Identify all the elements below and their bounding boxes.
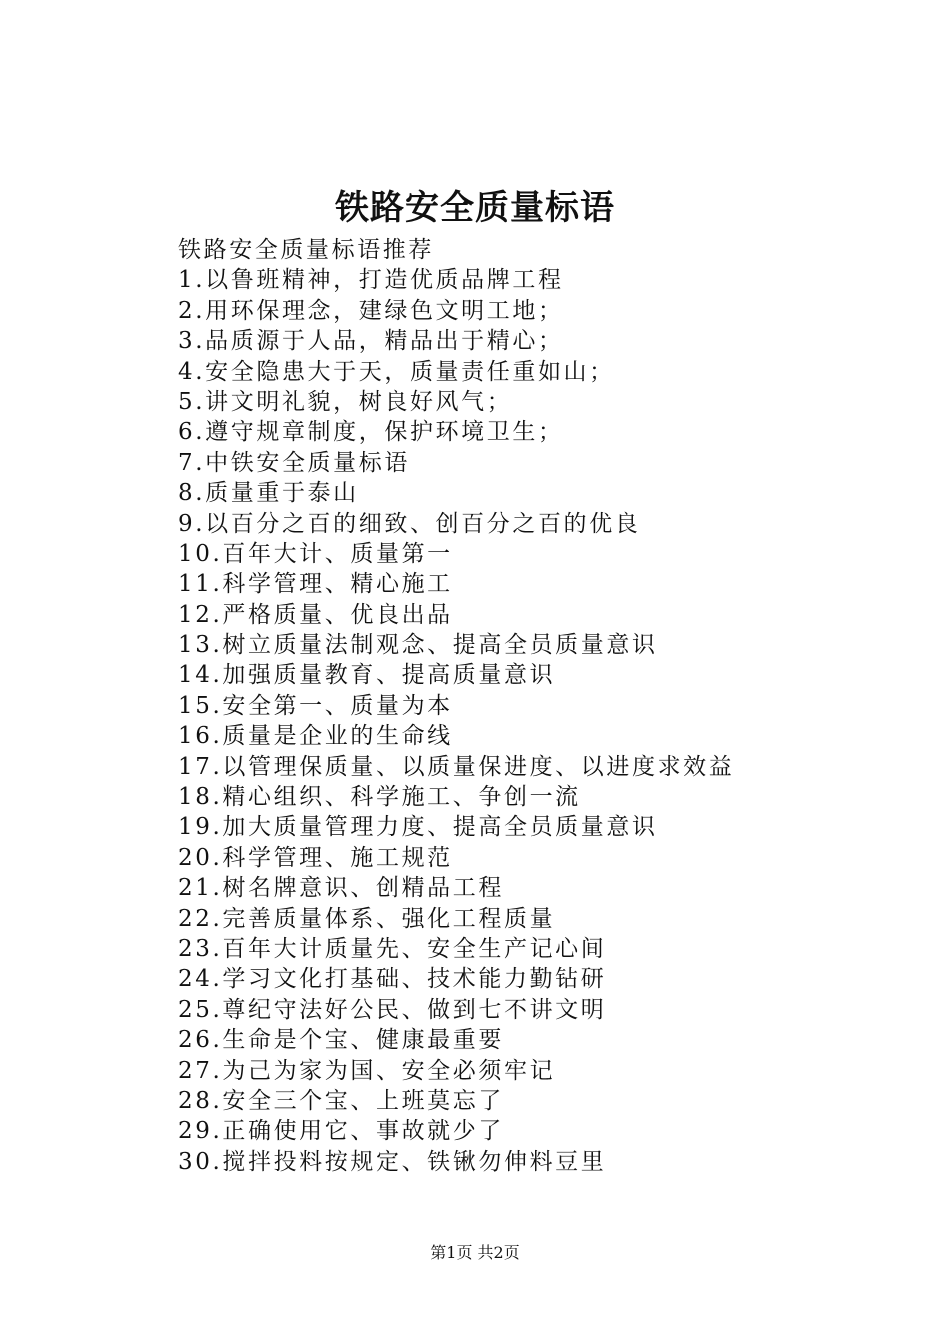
slogan-item-6: 6.遵守规章制度，保护环境卫生； xyxy=(178,419,564,446)
slogan-item-30: 30.搅拌投料按规定、铁锹勿伸料豆里 xyxy=(178,1148,607,1175)
slogan-item-27: 27.为己为家为国、安全必须牢记 xyxy=(178,1057,556,1084)
slogan-item-21: 21.树名牌意识、创精品工程 xyxy=(178,875,504,902)
slogan-item-18: 18.精心组织、科学施工、争创一流 xyxy=(178,784,581,811)
slogan-item-23: 23.百年大计质量先、安全生产记心间 xyxy=(178,935,607,962)
slogan-item-9: 9.以百分之百的细致、创百分之百的优良 xyxy=(178,510,641,537)
slogan-item-15: 15.安全第一、质量为本 xyxy=(178,692,453,719)
slogan-item-29: 29.正确使用它、事故就少了 xyxy=(178,1118,504,1145)
slogan-item-7: 7.中铁安全质量标语 xyxy=(178,449,410,476)
slogan-item-13: 13.树立质量法制观念、提高全员质量意识 xyxy=(178,632,658,659)
page-footer: 第1页 共2页 xyxy=(430,1243,520,1262)
slogan-item-4: 4.安全隐患大于天，质量责任重如山； xyxy=(178,358,615,385)
document-body xyxy=(178,235,878,1177)
slogan-item-28: 28.安全三个宝、上班莫忘了 xyxy=(178,1087,504,1114)
slogan-item-14: 14.加强质量教育、提高质量意识 xyxy=(178,662,556,689)
slogan-item-12: 12.严格质量、优良出品 xyxy=(178,601,453,628)
slogan-item-20: 20.科学管理、施工规范 xyxy=(178,844,453,871)
slogan-item-24: 24.学习文化打基础、技术能力勤钻研 xyxy=(178,966,607,993)
slogan-item-5: 5.讲文明礼貌，树良好风气； xyxy=(178,388,513,415)
slogan-item-17: 17.以管理保质量、以质量保进度、以进度求效益 xyxy=(178,753,735,780)
slogan-item-22: 22.完善质量体系、强化工程质量 xyxy=(178,905,556,932)
intro-line: 铁路安全质量标语推荐 xyxy=(178,237,434,263)
slogan-item-26: 26.生命是个宝、健康最重要 xyxy=(178,1027,504,1054)
slogan-item-11: 11.科学管理、精心施工 xyxy=(178,571,453,598)
slogan-item-3: 3.品质源于人品，精品出于精心； xyxy=(178,328,564,355)
slogan-item-16: 16.质量是企业的生命线 xyxy=(178,723,453,750)
slogan-item-25: 25.尊纪守法好公民、做到七不讲文明 xyxy=(178,996,607,1023)
slogan-item-10: 10.百年大计、质量第一 xyxy=(178,540,453,567)
slogan-item-2: 2.用环保理念，建绿色文明工地； xyxy=(178,297,564,324)
slogan-item-19: 19.加大质量管理力度、提高全员质量意识 xyxy=(178,814,658,841)
slogan-item-8: 8.质量重于泰山 xyxy=(178,480,359,507)
document-title: 铁路安全质量标语 xyxy=(335,188,615,228)
slogan-item-1: 1.以鲁班精神，打造优质品牌工程 xyxy=(178,267,564,294)
